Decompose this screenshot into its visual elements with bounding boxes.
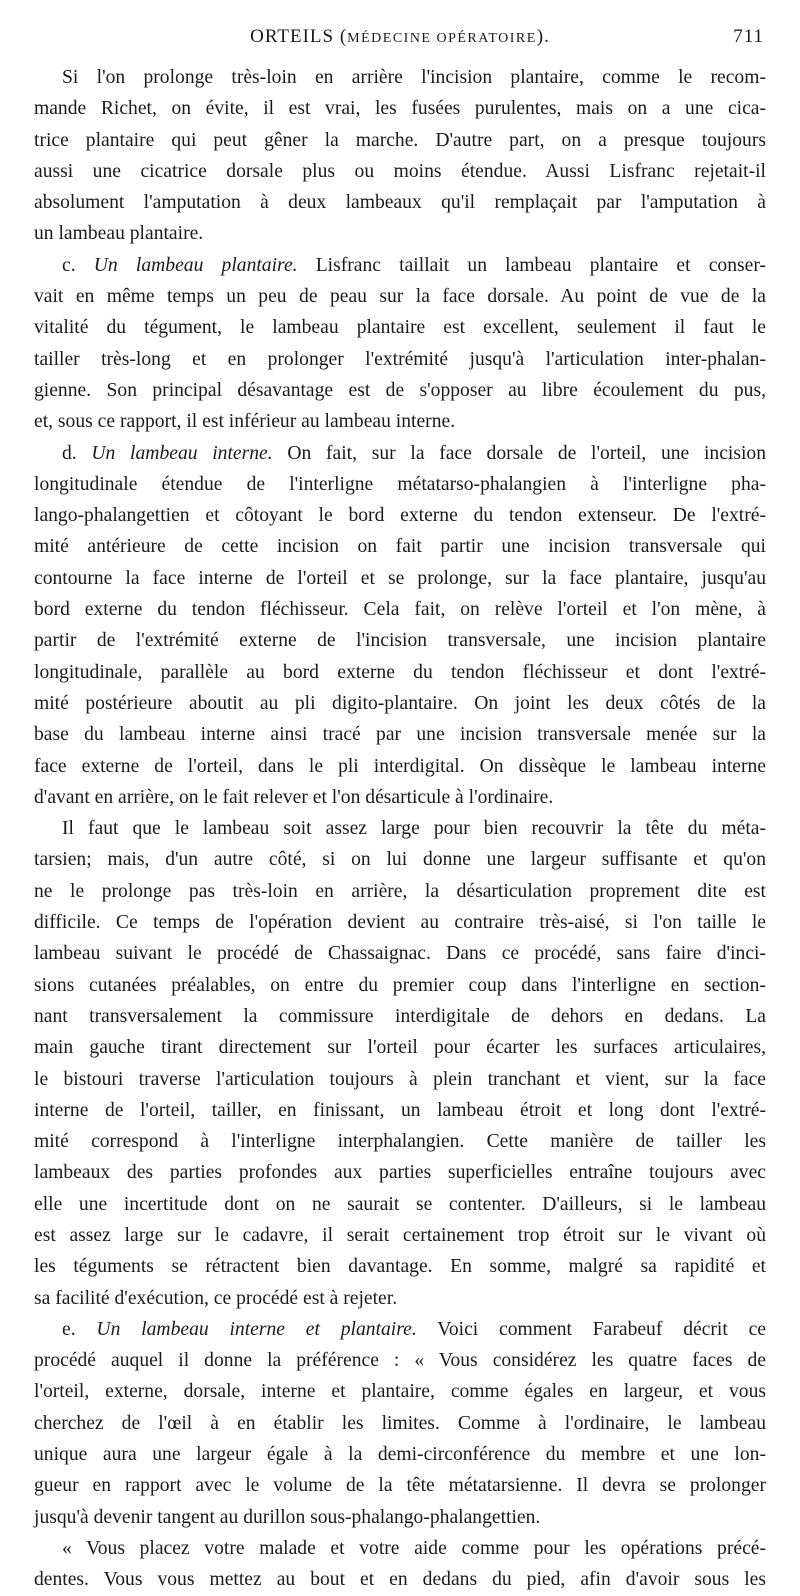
text-line: jusqu'à devenir tangent au durillon sous-phalango-phalangettien. xyxy=(34,1506,541,1528)
body-text xyxy=(34,62,766,1596)
text-line: vitalité du tégument, le lambeau plantaire est excellent, seulement il faut le xyxy=(34,317,766,339)
text-line: unique aura une largeur égale à la demi-circonférence du membre et une lon- xyxy=(34,1444,766,1466)
text-line: gienne. Son principal désavantage est de s'opposer au libre écoulement du pus, xyxy=(34,379,766,401)
text-line: trice plantaire qui peut gêner la marche. D'autre part, on a presque toujours xyxy=(34,129,766,151)
text-line: c. Un lambeau plantaire. Lisfranc taillait un lambeau plantaire et conser- xyxy=(62,254,766,276)
text-line: d. Un lambeau interne. On fait, sur la face dorsale de l'orteil, une incision xyxy=(62,442,767,464)
running-title: ORTEILS (MÉDECINE OPÉRATOIRE). xyxy=(250,26,550,47)
text-line: procédé auquel il donne la préférence : « Vous considérez les quatre faces de xyxy=(34,1350,766,1372)
text-line: cherchez de l'œil à en établir les limites. Comme à l'ordinaire, le lambeau xyxy=(34,1412,766,1434)
text-line: contourne la face interne de l'orteil et se prolonge, sur la face plantaire, jusqu'au xyxy=(34,567,766,589)
text-line: e. Un lambeau interne et plantaire. Voici comment Farabeuf décrit ce xyxy=(62,1318,767,1340)
text-line: sa facilité d'exécution, ce procédé est à rejeter. xyxy=(34,1287,398,1309)
text-line: Si l'on prolonge très-loin en arrière l'incision plantaire, comme le recom- xyxy=(62,67,766,88)
text-line: les téguments se rétractent bien davantage. En somme, malgré sa rapidité et xyxy=(34,1256,766,1278)
text-line: et, sous ce rapport, il est inférieur au lambeau interne. xyxy=(34,411,456,433)
text-line: base du lambeau interne ainsi tracé par une incision transversale menée sur la xyxy=(34,724,766,746)
text-line: Il faut que le lambeau soit assez large pour bien recouvrir la tête du méta- xyxy=(62,818,766,840)
text-line: mité antérieure de cette incision on fait partir une incision transversale qui xyxy=(34,536,766,558)
text-line: dentes. Vous vous mettez au bout et en dedans du pied, afin d'avoir sous les xyxy=(34,1569,766,1591)
text-line: ne le prolonge pas très-loin en arrière, la désarticulation proprement dite est xyxy=(34,880,766,902)
text-line: aussi une cicatrice dorsale plus ou moins étendue. Aussi Lisfranc rejetait-il xyxy=(34,160,766,182)
text-line: lambeaux des parties profondes aux parties superficielles entraîne toujours avec xyxy=(34,1162,766,1184)
text-line: longitudinale étendue de l'interligne métatarso-phalangien à l'interligne pha- xyxy=(34,473,766,495)
text-line: le bistouri traverse l'articulation toujours à plein tranchant et vient, sur la face xyxy=(34,1068,766,1090)
text-line: partir de l'extrémité externe de l'incision transversale, une incision plantaire xyxy=(34,630,766,652)
page-number: 711 xyxy=(733,26,764,47)
text-line: « Vous placez votre malade et votre aide comme pour les opérations précé- xyxy=(62,1537,766,1559)
text-line: mité correspond à l'interligne interphalangien. Cette manière de tailler les xyxy=(34,1131,766,1153)
text-line: longitudinale, parallèle au bord externe du tendon fléchisseur et dont l'extré- xyxy=(34,661,766,683)
text-line: mité postérieure aboutit au pli digito-plantaire. On joint les deux côtés de la xyxy=(34,692,766,714)
running-header xyxy=(34,26,766,56)
text-line: interne de l'orteil, tailler, en finissant, un lambeau étroit et long dont l'extré- xyxy=(34,1099,766,1121)
text-line: vait en même temps un peu de peau sur la face dorsale. Au point de vue de la xyxy=(34,286,766,308)
text-line: bord externe du tendon fléchisseur. Cela fait, on relève l'orteil et l'on mène, à xyxy=(34,599,766,621)
text-line: difficile. Ce temps de l'opération devient au contraire très-aisé, si l'on taille le xyxy=(34,912,766,934)
text-line: tailler très-long et en prolonger l'extrémité jusqu'à l'articulation inter-phalan- xyxy=(34,348,766,370)
text-line: gueur en rapport avec le volume de la tête métatarsienne. Il devra se prolonger xyxy=(34,1475,766,1497)
text-line: nant transversalement la commissure interdigitale de dehors en dedans. La xyxy=(34,1005,766,1027)
text-line: absolument l'amputation à deux lambeaux qu'il remplaçait par l'amputation à xyxy=(34,192,766,214)
text-line: tarsien; mais, d'un autre côté, si on lui donne une largeur suffisante et qu'on xyxy=(34,849,766,871)
text-line: lango-phalangettien et côtoyant le bord externe du tendon extenseur. De l'extré- xyxy=(34,505,766,527)
text-line: lambeau suivant le procédé de Chassaignac. Dans ce procédé, sans faire d'inci- xyxy=(34,943,766,965)
text-line: face externe de l'orteil, dans le pli interdigital. On dissèque le lambeau interne xyxy=(34,755,766,777)
text-line: elle une incertitude dont on ne saurait se contenter. D'ailleurs, si le lambeau xyxy=(34,1193,766,1215)
text-line: est assez large sur le cadavre, il serait certainement trop étroit sur le vivant où xyxy=(34,1224,766,1246)
text-line: main gauche tirant directement sur l'orteil pour écarter les surfaces articulaires, xyxy=(34,1037,766,1059)
text-line: sions cutanées préalables, on entre du premier coup dans l'interligne en section- xyxy=(34,974,766,996)
text-line: d'avant en arrière, on le fait relever et l'on désarticule à l'ordinaire. xyxy=(34,786,554,808)
text-line: l'orteil, externe, dorsale, interne et plantaire, comme égales en largeur, et vous xyxy=(34,1381,766,1403)
text-line: un lambeau plantaire. xyxy=(34,223,204,245)
text-line: mande Richet, on évite, il est vrai, les fusées purulentes, mais on a une cica- xyxy=(34,98,766,120)
